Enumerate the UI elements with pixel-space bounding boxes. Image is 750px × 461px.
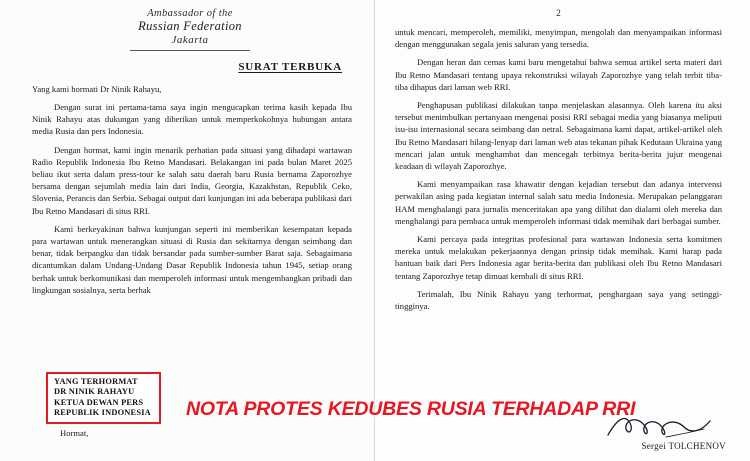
- letterhead-divider: [130, 50, 250, 51]
- paragraph: Penghapusan publikasi dilakukan tanpa menjelaskan alasannya. Oleh karena itu aksi tersebut menimbulkan pertanyaan mengenai posisi RRI sebagai media yang biasanya meliputi isu-isu internasional secara seimbang dan netral. Sebagaimana kami dapat, artikel-artikel oleh Ibu Retno Mandasari hilang-lenyap dari laman web atas tekanan pihak Kedutaan Ukraina yang mencari jalan untuk menghambat dan mencegah terbitnya berita-berita jujur mengenai keadaan di wilayah Zaporozhye.: [395, 100, 722, 172]
- paragraph: Terimalah, Ibu Ninik Rahayu yang terhormat, penghargaan saya yang setinggi-tingginya.: [395, 288, 722, 312]
- paragraph: Dengan surat ini pertama-tama saya ingin mengucapkan terima kasih kepada Ibu Ninik Rahayu atas dukungan yang diberikan untuk memperkokohnya hubungan antara media Rusia dan pers Indonesia.: [32, 101, 352, 137]
- left-body-text: [22, 83, 358, 296]
- signer-name: Sergei TOLCHENOV: [641, 441, 726, 451]
- paragraph: Kami berkeyakinan bahwa kunjungan seperti ini memberikan kesempatan kepada para wartawan untuk menerangkan situasi di Rusia dan sekitarnya dengan seimbang dan benar, tidak berpangku dan tidak bersandar pada sumber-sumber Barat saja. Sebagaimana dicantumkan dalam Undang-Undang Dasar Republik Indonesia tahun 1945, setiap orang berhak untuk berkomunikasi dan memperoleh informasi untuk mengembangkan pribadi dan lingkungan sosialnya, serta berhak: [32, 223, 352, 295]
- letterhead-line-3: Jakarta: [171, 34, 209, 47]
- paragraph: untuk mencari, memperoleh, memiliki, menyimpan, mengolah dan menyampaikan informasi dengan menggunakan segala jenis saluran yang tersedia.: [395, 27, 722, 50]
- letterhead-line-1: Ambassador of the: [147, 8, 233, 19]
- salutation: Yang kami hormati Dr Ninik Rahayu,: [32, 83, 162, 94]
- closing-word: Hormat,: [60, 428, 89, 438]
- letterhead: [22, 8, 358, 51]
- paragraph: Kami menyampaikan rasa khawatir dengan kejadian tersebut dan adanya intervensi perwakilan asing pada kegiatan internal salah satu media Indonesia. Merupakan pelanggaran HAM menghalangi para jurnalis menceritakan apa yang dilihat dan dialami oleh mereka dan menghalangi para pembaca untuk memperoleh informasi tidak memihak dari berbagai sumber.: [395, 179, 722, 226]
- page-number: 2: [556, 8, 561, 18]
- recipient-line: DR NINIK RAHAYU: [54, 387, 135, 397]
- right-body-text: [393, 26, 724, 312]
- recipient-line: YANG TERHORMAT: [54, 377, 138, 386]
- recipient-line: REPUBLIK INDONESIA: [54, 407, 151, 417]
- paragraph: Kami percaya pada integritas profesional para wartawan Indonesia serta komitmen mereka untuk melakukan pekerjaannya dengan prinsip tidak memihak. Kami harap pada bantuan baik dari Pers Indonesia agar berita-berita dan publikasi oleh Ibu Retno Mandasari tentang Zaporozhye tetap dimuat kembali di situs RRI.: [395, 234, 722, 281]
- document-title: SURAT TERBUKA: [238, 60, 342, 73]
- recipient-address-box: [46, 372, 161, 424]
- letterhead-line-2: Russian Federation: [138, 19, 242, 34]
- overlay-headline: NOTA PROTES KEDUBES RUSIA TERHADAP RRI: [186, 398, 636, 420]
- paragraph: Dengan heran dan cemas kami baru mengetahui bahwa semua artikel serta materi dari Ibu Retno Mandasari tentang upaya rekonstruksi wilayah Zaporozhye yang telah terbit tiba-tiba dihapus dari laman web RRI.: [395, 57, 722, 92]
- recipient-line: KETUA DEWAN PERS: [54, 397, 144, 407]
- paragraph: Dengan hormat, kami ingin menarik perhatian pada situasi yang dihadapi wartawan Radio Republik Indonesia Ibu Retno Mandasari. Belakangan ini pada bulan Maret 2025 beliau ikut serta dalam press-tour ke salah satu daerah baru Rusia bernama Zaporozhye bersama dengan sejumlah media lain dari India, Georgia, Kazakhstan, Republik Ceko, Slovenia, Perancis dan Serbia. Sebagai output dari kunjungan ini ada beberapa publikasi dari Ibu Retno Mandasari di situs RRI.: [32, 144, 352, 216]
- right-page: [375, 0, 750, 461]
